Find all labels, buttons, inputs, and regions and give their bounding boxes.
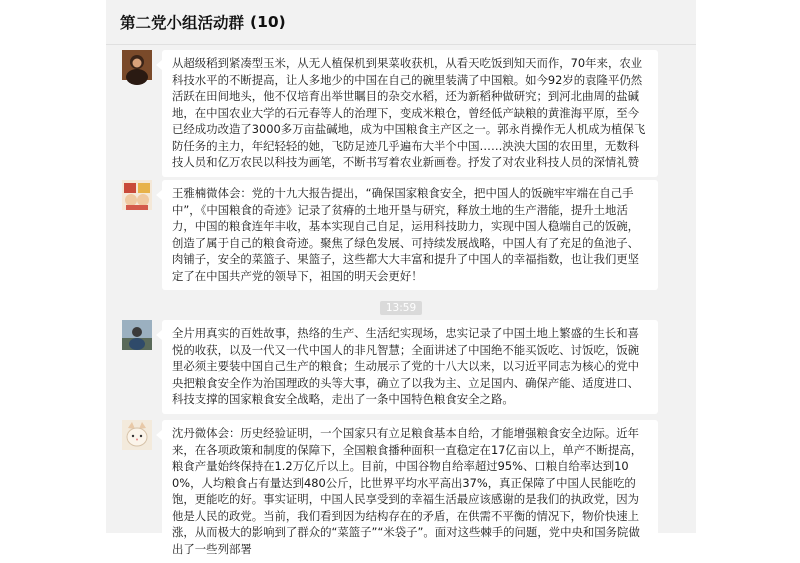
cartoon-avatar[interactable] [122, 180, 152, 210]
member-count: (10) [250, 13, 286, 31]
message-bubble[interactable] [162, 420, 658, 563]
message-text: 从超级稻到紧凑型玉米，从无人植保机到果菜收获机，从看天吃饭到知天而作，70年来，农业科技水平的不断提高，让人多地少的中国在自己的碗里装满了中国粮。如今92岁的袁隆平仍然活跃在田间地头，他不仅培育出举世瞩目的杂交水稻，还为新稻种做研究；到河北曲周的盐碱地，在中国农业大学的石元春等人的治理下，变成米粮仓，曾经低产缺粮的黄淮海平原，至今已经成功改造了3000多万亩盐碱地，成为中国粮食主产区之一。郭永肖操作无人机成为植保飞防任务的主力，年纪轻轻的她，飞防足迹几乎遍布大半个中国……泱泱大国的农田里，无数科技人员和亿万农民以科技为画笔，不断书写着农业新画卷。抒发了对农业科技人员的深情礼赞 [172, 56, 646, 169]
message-text: 王雅楠微体会：党的十九大报告提出，“确保国家粮食安全，把中国人的饭碗牢牢端在自己手中”，《中国粮食的奇迹》记录了贫瘠的土地开垦与研究，释放土地的生产潜能，提升土地活力，中国的粮食连年丰收，基本实现自己自足，运用科技助力，实现中国人稳端自己的饭碗，创造了属于自己的粮食奇迹。聚焦了绿色发展、可持续发展战略，中国人有了充足的鱼池子、肉铺子，安全的菜篮子、果篮子，这些都大大丰富和提升了中国人的幸福指数，也让我们更坚定了在中国共产党的领导下，祖国的明天会更好！ [172, 186, 640, 283]
message-bubble[interactable] [162, 180, 658, 290]
message-text: 沈丹微体会：历史经验证明，一个国家只有立足粮食基本自给，才能增强粮食安全边际。近年来，在各项政策和制度的保障下，全国粮食播种面积一直稳定在17亿亩以上，单产不断提高，粮食产量始终保持在1.2万亿斤以上。目前，中国谷物自给率超过95%、口粮自给率达到100%，人均粮食占有量达到480公斤，比世界平均水平高出37%，真正保障了中国人民能吃的饱，更能吃的好。事实证明，中国人民享受到的幸福生活最应该感谢的是我们的执政党，因为他是人民的政党。当前，我们看到因为结构存在的矛盾，在供需不平衡的情况下，物价快速上涨，从而极大的影响到了群众的“菜篮子”“米袋子”。面对这些棘手的问题，党中央和国务院做出了一些列部署 [172, 426, 643, 556]
group-title: 第二党小组活动群 [120, 14, 245, 32]
portrait-avatar[interactable] [122, 50, 152, 80]
chat-window [106, 0, 696, 556]
message-text: 全片用真实的百姓故事，热络的生产、生活纪实现场，忠实记录了中国土地上繁盛的生长和喜悦的收获，以及一代又一代中国人的非凡智慧；全面讲述了中国绝不能买饭吃、讨饭吃，饭碗里必须主要装中国自己生产的粮食；生动展示了党的十八大以来，以习近平同志为核心的党中央把粮食安全作为治国理政的头等大事，确立了以我为主、立足国内、确保产能、适度进口、科技支撑的国家粮食安全战略，走出了一条中国特色粮食安全之路。 [172, 326, 640, 406]
photo-avatar[interactable] [122, 320, 152, 350]
timestamp-label: 13:59 [380, 301, 422, 315]
message-bubble[interactable] [162, 50, 658, 177]
timestamp-divider [106, 296, 696, 315]
message-bubble[interactable] [162, 320, 658, 414]
chat-header [106, 0, 696, 45]
cat-avatar[interactable] [122, 420, 152, 450]
